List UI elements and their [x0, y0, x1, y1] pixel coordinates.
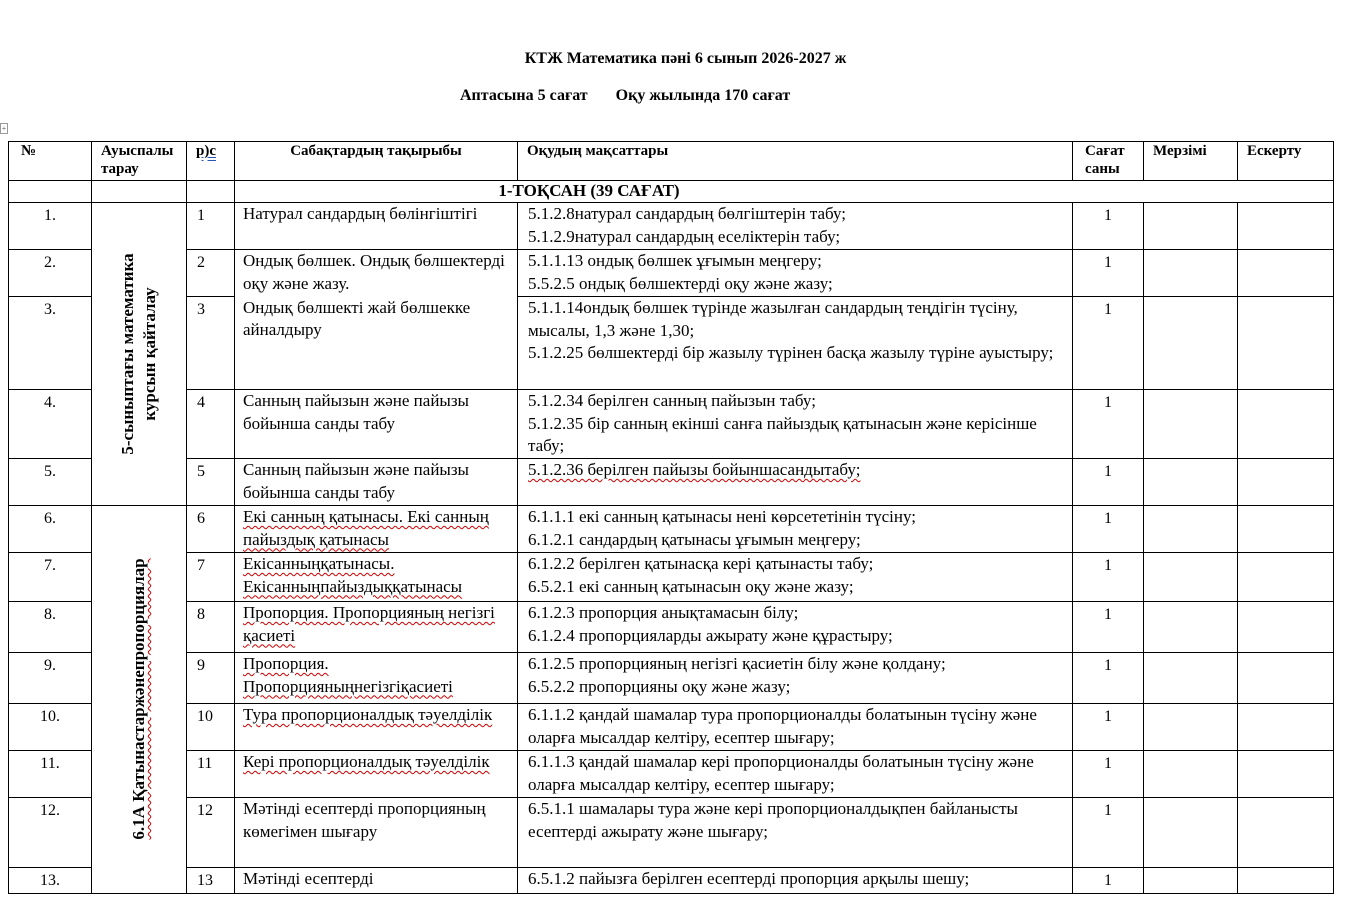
table-row	[9, 553, 1334, 602]
row-date	[1144, 203, 1238, 250]
table-row	[9, 506, 1334, 553]
row-num: 13.	[9, 868, 92, 894]
row-topic: Ондық бөлшекті жай бөлшекке айналдыру	[235, 297, 518, 390]
row-rs: 4	[187, 390, 235, 459]
row-topic: Пропорция. Пропорцияның негізгі қасиеті	[235, 602, 518, 653]
row-hours: 1	[1073, 868, 1144, 894]
hours-summary	[460, 87, 790, 105]
col-header-note: Ескерту	[1238, 142, 1334, 181]
row-num: 9.	[9, 653, 92, 704]
row-num: 4.	[9, 390, 92, 459]
row-num: 8.	[9, 602, 92, 653]
row-hours: 1	[1073, 297, 1144, 390]
row-goals: 6.1.1.2 қандай шамалар тура пропорционалды болатынын түсіну және оларға мысалдар келтіру, есептер шығару;	[518, 704, 1073, 751]
row-num: 3.	[9, 297, 92, 390]
row-goals: 5.1.1.14ондық бөлшек түрінде жазылған сандардың теңдігін түсіну, мысалы, 1,3 және 1,30; 5.1.2.25 бөлшектерді бір жазылу түрінен басқа жазылу түріне ауыстыру;	[518, 297, 1073, 390]
row-hours: 1	[1073, 459, 1144, 506]
section-ratios-label: 6.1А Қатынастаржәнепропорциялар	[129, 558, 148, 840]
row-goals: 5.1.1.13 ондық бөлшек ұғымын меңгеру; 5.5.2.5 ондық бөлшектерді оқу және жазу;	[518, 250, 1073, 297]
row-goals: 6.1.2.2 берілген қатынасқа кері қатынасты табу; 6.5.2.1 екі санның қатынасын оқу және жазу;	[518, 553, 1073, 602]
row-topic: Санның пайызын және пайызы бойынша санды табу	[235, 459, 518, 506]
hours-per-year: Оқу жылында 170 сағат	[615, 87, 791, 104]
row-topic: Мәтінді есептерді пропорцияның көмегімен шығару	[235, 798, 518, 868]
row-goals: 5.1.2.8натурал сандардың бөлгіштерін табу; 5.1.2.9натурал сандардың еселіктерін табу;	[518, 203, 1073, 250]
row-rs: 10	[187, 704, 235, 751]
row-goals: 6.5.1.1 шамалары тура және кері пропорционалдықпен байланысты есептерді ажырату және шығару;	[518, 798, 1073, 868]
section-review-label: 5-сыныптағы математика курсын қайталау	[118, 253, 159, 455]
col-header-distribution: Ауыспалы тарау	[92, 142, 187, 181]
row-rs: 13	[187, 868, 235, 894]
table-row	[9, 751, 1334, 798]
row-topic: Санның пайызын және пайызы бойынша санды табу	[235, 390, 518, 459]
row-hours: 1	[1073, 751, 1144, 798]
row-hours: 1	[1073, 250, 1144, 297]
table-row	[9, 868, 1334, 894]
document-title: КТЖ Математика пәні 6 сынып 2026-2027 ж	[524, 50, 847, 67]
row-num: 7.	[9, 553, 92, 602]
row-topic: Мәтінді есептерді	[235, 868, 518, 894]
table-row	[9, 250, 1334, 297]
row-rs: 6	[187, 506, 235, 553]
row-num: 5.	[9, 459, 92, 506]
row-rs: 11	[187, 751, 235, 798]
row-topic: Ондық бөлшек. Ондық бөлшектерді оқу және жазу.	[235, 250, 518, 297]
row-note	[1238, 203, 1334, 250]
row-hours: 1	[1073, 390, 1144, 459]
row-topic: Екі санның қатынасы. Екі санның пайыздық қатынасы	[235, 506, 518, 553]
row-hours: 1	[1073, 653, 1144, 704]
row-goals: 6.1.1.3 қандай шамалар кері пропорционалды болатынын түсіну және оларға мысалдар келтіру, есептер шығару;	[518, 751, 1073, 798]
row-rs: 3	[187, 297, 235, 390]
col-header-rs-text: р)с	[196, 143, 216, 159]
row-rs: 8	[187, 602, 235, 653]
row-goals: 6.1.1.1 екі санның қатынасы нені көрсететінін түсіну; 6.1.2.1 сандардың қатынасы ұғымын меңгеру;	[518, 506, 1073, 553]
row-rs: 2	[187, 250, 235, 297]
row-hours: 1	[1073, 602, 1144, 653]
col-header-goals: Оқудың мақсаттары	[518, 142, 1073, 181]
col-header-date: Мерзімі	[1144, 142, 1238, 181]
row-rs: 7	[187, 553, 235, 602]
row-topic: Тура пропорционалдық тәуелділік	[235, 704, 518, 751]
quarter-row	[9, 181, 1334, 203]
row-num: 2.	[9, 250, 92, 297]
row-hours: 1	[1073, 203, 1144, 250]
row-rs: 1	[187, 203, 235, 250]
row-num: 11.	[9, 751, 92, 798]
table-row	[9, 798, 1334, 868]
col-header-num: №	[9, 142, 92, 181]
row-topic: Кері пропорционалдық тәуелділік	[235, 751, 518, 798]
table-row	[9, 704, 1334, 751]
section-review	[92, 203, 187, 506]
row-num: 6.	[9, 506, 92, 553]
plan-table	[8, 141, 1334, 894]
row-hours: 1	[1073, 798, 1144, 868]
row-hours: 1	[1073, 704, 1144, 751]
row-goals: 6.5.1.2 пайызға берілген есептерді пропорция арқылы шешу;	[518, 868, 1073, 894]
row-rs: 12	[187, 798, 235, 868]
row-goals: 6.1.2.3 пропорция анықтамасын білу; 6.1.2.4 пропорцияларды ажырату және құрастыру;	[518, 602, 1073, 653]
row-rs: 5	[187, 459, 235, 506]
row-rs: 9	[187, 653, 235, 704]
row-topic: Пропорция. Пропорцияныңнегізгіқасиеті	[235, 653, 518, 704]
table-row	[9, 459, 1334, 506]
row-goals: 5.1.2.34 берілген санның пайызын табу; 5.1.2.35 бір санның екінші санға пайыздық қатынасын және керісінше табу;	[518, 390, 1073, 459]
row-hours: 1	[1073, 553, 1144, 602]
row-goals: 6.1.2.5 пропорцияның негізгі қасиетін білу және қолдану; 6.5.2.2 пропорцияны оқу және жазу;	[518, 653, 1073, 704]
row-goals: 5.1.2.36 берілген пайызы бойыншасандытабу;	[518, 459, 1073, 506]
table-row	[9, 602, 1334, 653]
table-row	[9, 203, 1334, 250]
hours-per-week: Аптасына 5 сағат	[460, 87, 588, 104]
row-topic: Екісанныңқатынасы. Екісанныңпайыздыққатынасы	[235, 553, 518, 602]
col-header-topic: Сабақтардың тақырыбы	[235, 142, 518, 181]
col-header-hours: Сағат саны	[1073, 142, 1144, 181]
row-num: 12.	[9, 798, 92, 868]
row-topic: Натурал сандардың бөлінгіштігі	[235, 203, 518, 250]
row-num: 1.	[9, 203, 92, 250]
section-ratios	[92, 506, 187, 894]
table-move-handle-icon[interactable]: +	[1, 124, 7, 133]
table-row	[9, 390, 1334, 459]
col-header-rs	[187, 142, 235, 181]
table-row	[9, 297, 1334, 390]
quarter-title: 1-ТОҚСАН (39 САҒАТ)	[235, 181, 1334, 203]
table-row	[9, 653, 1334, 704]
row-num: 10.	[9, 704, 92, 751]
table-header-row	[9, 142, 1334, 181]
row-hours: 1	[1073, 506, 1144, 553]
